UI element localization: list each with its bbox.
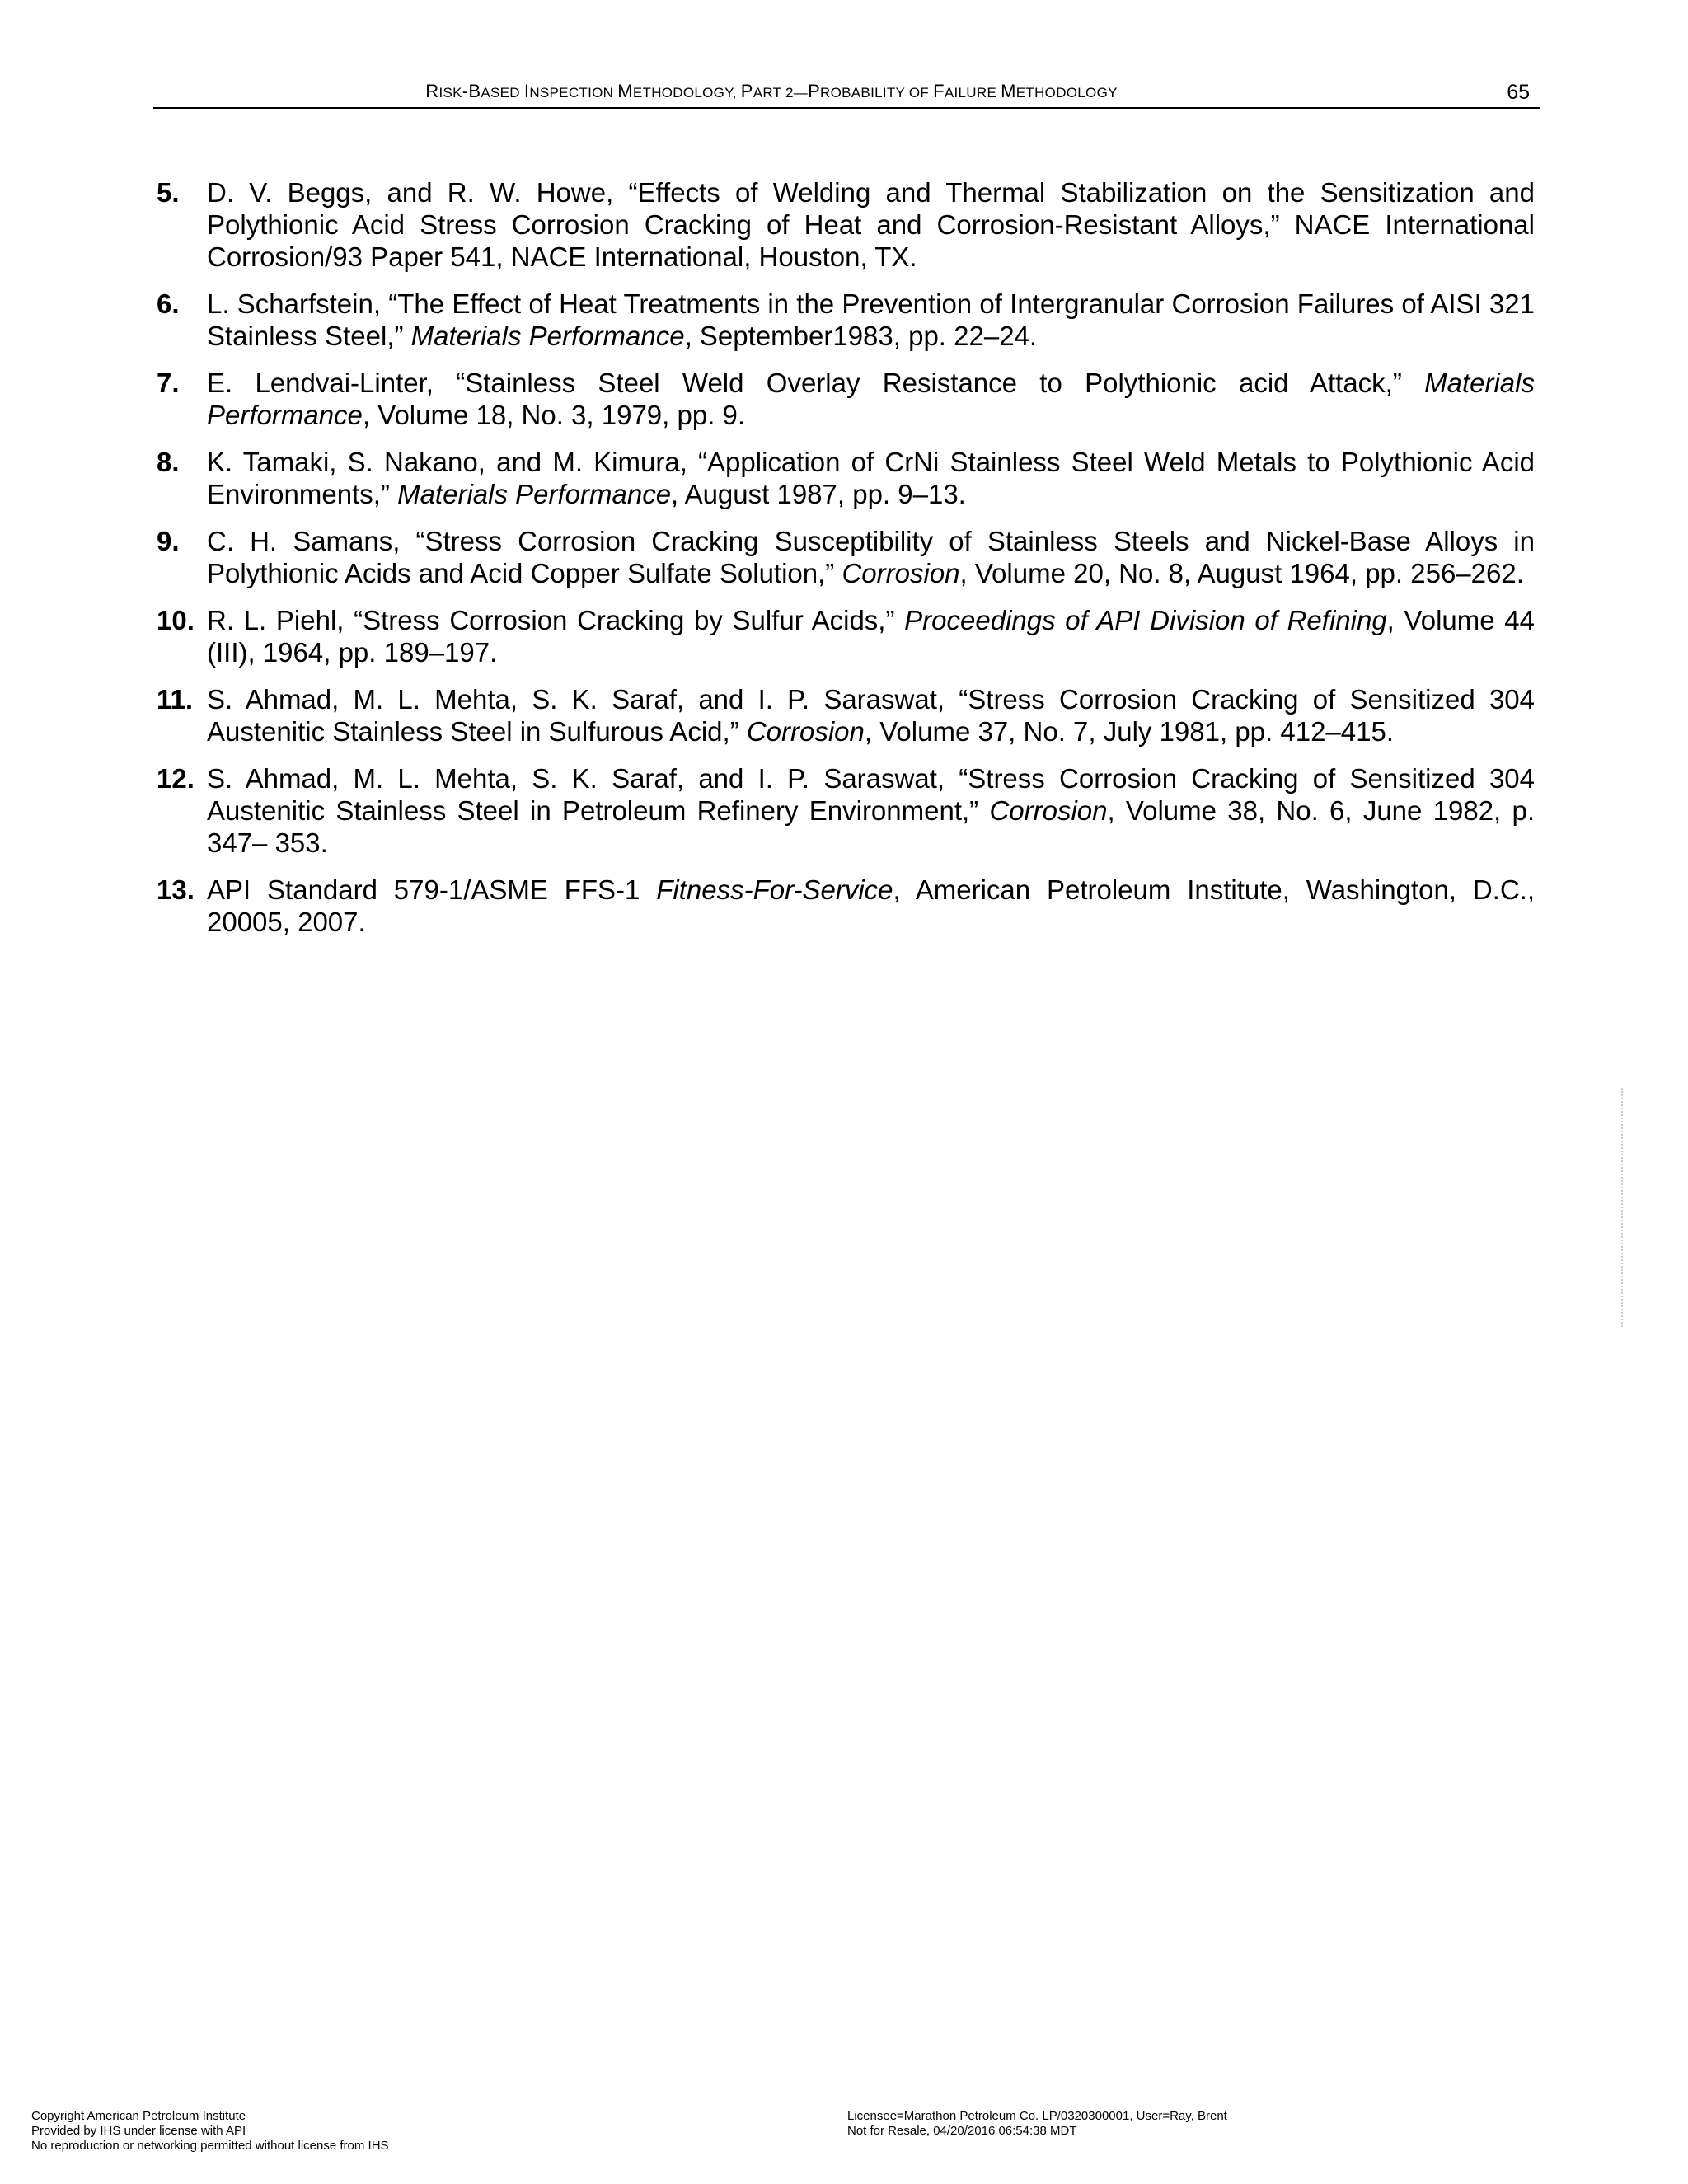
header-title-part: R [425,81,439,101]
reference-item [157,446,1535,510]
reference-title-italic: Materials Performance [410,321,685,351]
reference-text-segment: D. V. Beggs, and R. W. Howe, “Effects of Welding and Thermal Stabilization on the Sensitization and Polythionic Acid Stress Corrosion Cracking of Heat and Corrosion-Resistant Alloys,” NACE International Corrosion/93 Paper 541, NACE International, Houston, TX. [207,177,1535,272]
header-title-part: ETHODOLOGY, [632,85,741,101]
reference-text [207,288,1535,352]
reference-number: 7. [157,368,180,398]
header-title-part: AILURE [944,85,1001,101]
header-title-part: P [740,81,753,101]
reference-text-segment: , August 1987, pp. 9–13. [671,479,966,509]
reference-number: 9. [157,526,180,556]
footer-license [847,2109,1227,2139]
reference-item [157,874,1535,938]
reference-text-segment: S. Ahmad, M. L. Mehta, S. K. Saraf, and I. P. Saraswat, “Stress Corrosion Cracking of Sensitized 304 Austenitic Stainless Steel in Sulfurous Acid,” [207,684,1535,747]
header-title-part: P [808,81,821,101]
header-title-part: ROBABILITY OF [820,85,934,101]
header-title-part: NSPECTION [529,85,618,101]
reference-number: 5. [157,177,180,208]
reference-number: 13. [157,874,195,905]
reference-item [157,367,1535,431]
reference-number: 11. [157,684,194,715]
reference-text-segment: S. Ahmad, M. L. Mehta, S. K. Saraf, and I. P. Saraswat, “Stress Corrosion Cracking of Sensitized 304 Austenitic Stainless Steel in Petroleum Refinery Environment,” [207,763,1535,826]
reference-text [207,874,1535,938]
reference-number: 6. [157,288,180,319]
reference-text-segment: C. H. Samans, “Stress Corrosion Cracking Susceptibility of Stainless Steels and Nickel-Base Alloys in Polythionic Acids and Acid Copper Sulfate Solution,” [207,526,1535,588]
reference-item [157,762,1535,859]
reference-list [157,176,1535,953]
reference-text-segment: , American Petroleum Institute, Washington, D.C., 20005, 2007. [207,874,1535,937]
reference-text [207,367,1535,431]
reference-title-italic: Materials Performance [397,479,672,509]
reference-item [157,288,1535,352]
reference-item [157,604,1535,668]
reference-text-segment: API Standard 579-1/ASME FFS-1 [207,874,657,905]
reference-text-segment: , Volume 20, No. 8, August 1964, pp. 256–262. [959,558,1524,588]
margin-marks [1621,1088,1628,1327]
header-title-part: I [523,81,530,101]
page-number: 65 [1507,81,1530,104]
header-title [153,81,1390,102]
reference-title-italic: Corrosion [842,558,960,588]
reference-text [207,176,1535,273]
reference-text-segment: K. Tamaki, S. Nakano, and M. Kimura, “Application of CrNi Stainless Steel Weld Metals to Polythionic Acid Environments,” [207,447,1535,509]
reference-text-segment: R. L. Piehl, “Stress Corrosion Cracking by Sulfur Acids,” [207,605,905,635]
header-title-part: -B [462,81,481,101]
reference-title-italic: Proceedings of API Division of Refining [904,605,1387,635]
footer-copyright [31,2109,389,2154]
header-title-part: ETHODOLOGY [1015,85,1118,101]
footer-line: Licensee=Marathon Petroleum Co. LP/0320300001, User=Ray, Brent [847,2109,1227,2123]
footer-line: No reproduction or networking permitted without license from IHS [31,2139,389,2153]
reference-title-italic: Corrosion [746,716,865,747]
reference-text-segment: , September1983, pp. 22–24. [684,321,1038,351]
running-header [153,81,1540,109]
reference-title-italic: Materials Performance [207,368,1535,430]
header-title-part: ASED [481,85,524,101]
reference-number: 8. [157,447,180,477]
reference-number: 12. [157,763,195,794]
footer-line: Provided by IHS under license with API [31,2124,246,2138]
reference-title-italic: Fitness-For-Service [656,874,893,905]
reference-text [207,446,1535,510]
footer-line: Copyright American Petroleum Institute [31,2109,246,2123]
reference-text-segment: L. Scharfstein, “The Effect of Heat Treatments in the Prevention of Intergranular Corrosion Failures of AISI 321 Stainless Steel,” [207,288,1535,351]
reference-text-segment: , Volume 38, No. 6, June 1982, p. 347– 353. [207,795,1536,858]
header-title-part: M [617,81,633,101]
reference-text-segment: , Volume 44 (III), 1964, pp. 189–197. [207,605,1535,668]
header-title-part: ART 2— [753,85,809,101]
reference-text [207,683,1535,748]
reference-title-italic: Corrosion [989,795,1108,826]
reference-item [157,525,1535,589]
reference-text-segment: , Volume 18, No. 3, 1979, pp. 9. [362,400,746,430]
reference-text [207,604,1535,668]
header-title-part: M [1001,81,1016,101]
reference-item [157,176,1535,273]
footer-line: Not for Resale, 04/20/2016 06:54:38 MDT [847,2124,1077,2138]
reference-text-segment: , Volume 37, No. 7, July 1981, pp. 412–415. [864,716,1395,747]
reference-text [207,762,1535,859]
reference-text-segment: E. Lendvai-Linter, “Stainless Steel Weld Overlay Resistance to Polythionic acid Attack,” [207,368,1425,398]
header-title-part: ISK [438,85,462,101]
reference-item [157,683,1535,748]
header-title-part: F [933,81,945,101]
reference-number: 10. [157,605,195,635]
reference-text [207,525,1535,589]
